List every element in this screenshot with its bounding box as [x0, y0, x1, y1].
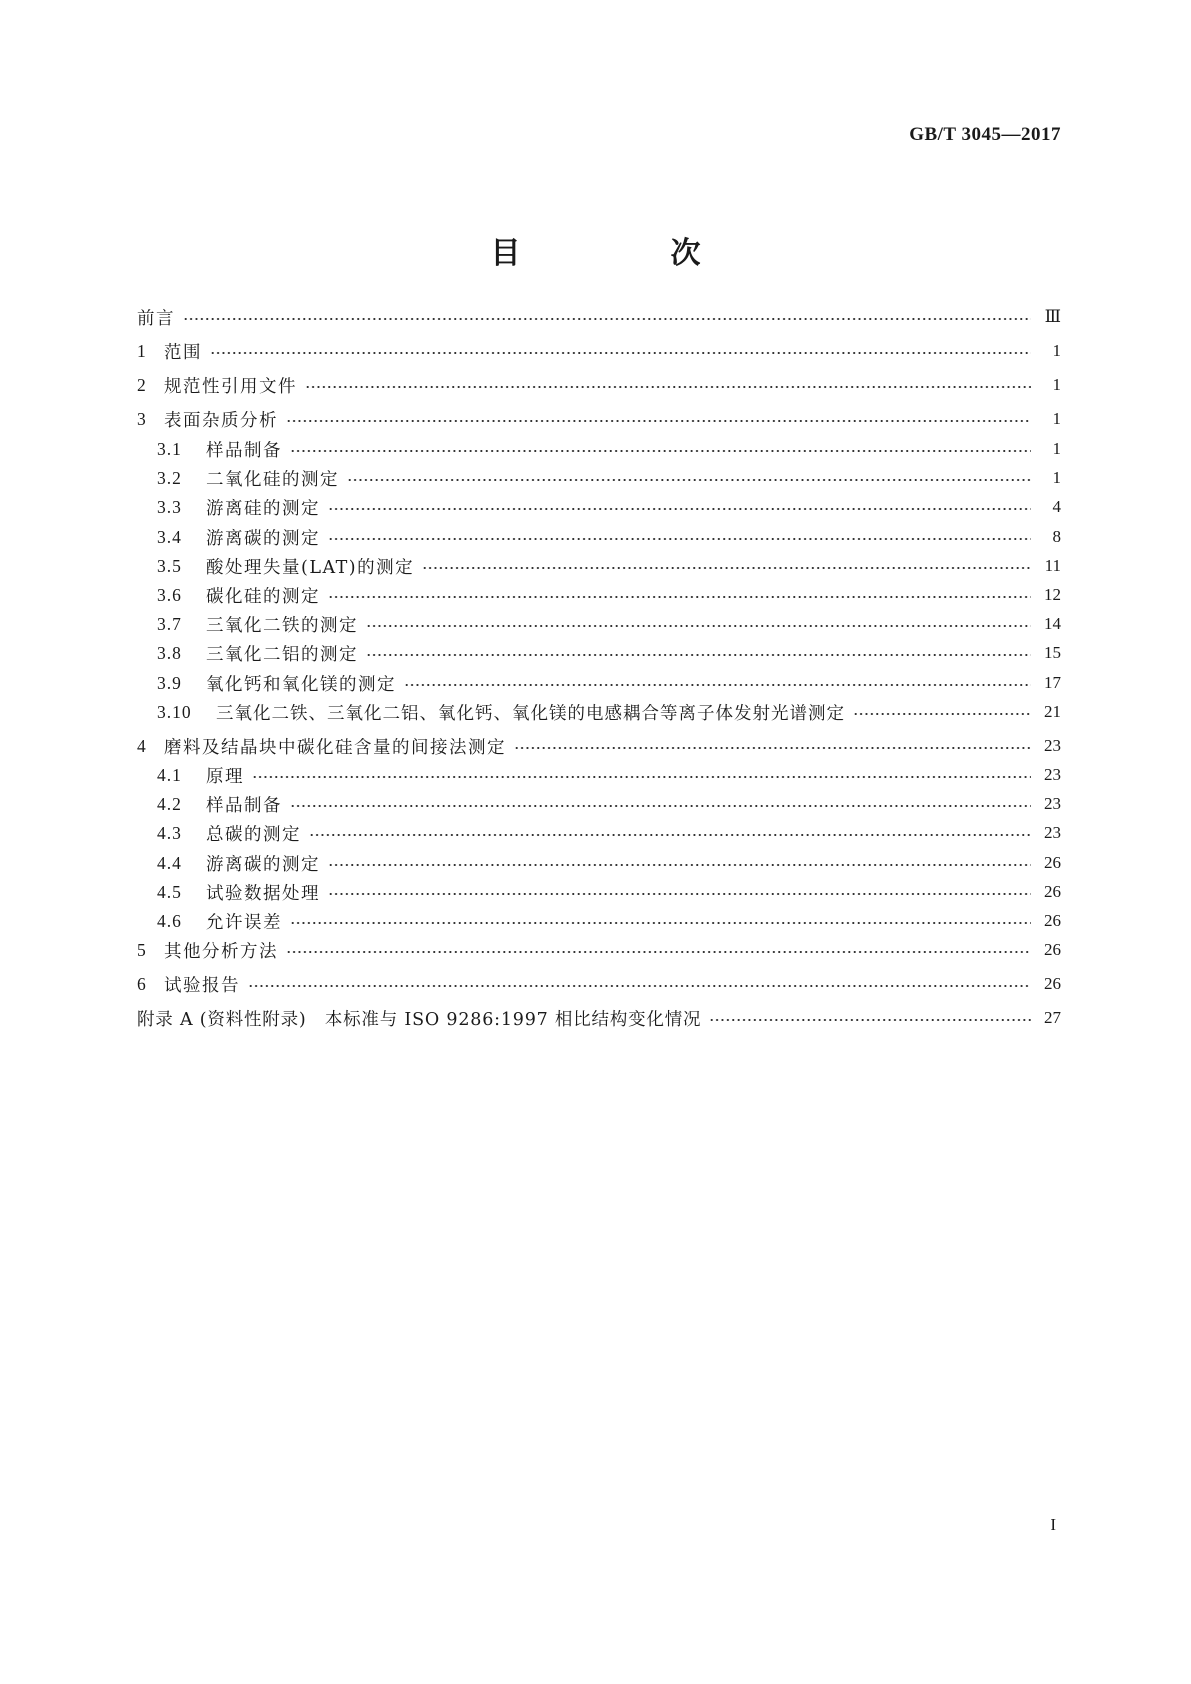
- toc-entry-number: 2: [137, 374, 147, 395]
- toc-entry-page: 26: [1044, 940, 1061, 959]
- toc-entry-3-7[interactable]: [137, 609, 1061, 639]
- toc-entry-page: 1: [1052, 439, 1061, 458]
- toc-entry-number: 4.5: [157, 881, 182, 902]
- toc-leader-dots: [210, 352, 1031, 354]
- toc-entry-4-1[interactable]: [137, 760, 1061, 790]
- toc-entry-number: 3.1: [157, 438, 182, 459]
- toc-entry-page: 26: [1044, 974, 1061, 993]
- toc-entry-text: 附录 A (资料性附录) 本标准与 ISO 9286:1997 相比结构变化情况: [137, 1009, 702, 1030]
- toc-entry-3-9[interactable]: [137, 668, 1061, 698]
- toc-entry-number: 4: [137, 735, 147, 756]
- toc-leader-dots: [252, 776, 1031, 778]
- toc-entry-number: 3.2: [157, 467, 182, 488]
- toc-entry-page: 1: [1052, 341, 1061, 360]
- toc-leader-dots: [328, 508, 1031, 510]
- toc-entry-text: 游离碳的测定: [206, 854, 320, 875]
- toc-entry-text: 前言: [137, 308, 175, 329]
- toc-entry-6[interactable]: [137, 969, 1061, 999]
- toc-entry-page: 27: [1044, 1008, 1061, 1027]
- toc-entry-5[interactable]: [137, 935, 1061, 965]
- toc-entry-text: 其他分析方法: [164, 941, 278, 962]
- toc-entry-4-6[interactable]: [137, 906, 1061, 936]
- toc-entry-number: 3.3: [157, 496, 182, 517]
- toc-entry-page: 17: [1044, 673, 1061, 692]
- toc-entry-page: 21: [1044, 702, 1061, 721]
- toc-leader-dots: [422, 567, 1031, 569]
- toc-leader-dots: [328, 596, 1031, 598]
- toc-entry-page: 23: [1044, 823, 1061, 842]
- toc-leader-dots: [404, 684, 1031, 686]
- toc-entry-3-5[interactable]: [137, 551, 1061, 581]
- toc-entry-text: 总碳的测定: [206, 824, 301, 845]
- toc-entry-3-10[interactable]: [137, 697, 1061, 727]
- toc-leader-dots: [328, 893, 1031, 895]
- toc-leader-dots: [290, 922, 1031, 924]
- toc-leader-dots: [290, 805, 1031, 807]
- toc-leader-dots: [328, 538, 1031, 540]
- toc-entry-4-2[interactable]: [137, 789, 1061, 819]
- toc-leader-dots: [286, 420, 1031, 422]
- toc-entry-3-4[interactable]: [137, 522, 1061, 552]
- toc-leader-dots: [286, 951, 1031, 953]
- toc-entry-text: 样品制备: [206, 795, 282, 816]
- toc-entry-text: 磨料及结晶块中碳化硅含量的间接法测定: [164, 737, 506, 758]
- toc-leader-dots: [183, 318, 1031, 320]
- toc-entry-text: 游离硅的测定: [206, 498, 320, 519]
- toc-entry-number: 3.6: [157, 584, 182, 605]
- standard-code: GB/T 3045—2017: [909, 124, 1061, 145]
- toc-entry-page: 1: [1052, 409, 1061, 428]
- toc-entry-page: 4: [1052, 497, 1061, 516]
- toc-entry-number: 4.2: [157, 793, 182, 814]
- toc-leader-dots: [309, 834, 1031, 836]
- toc-entry-number: 4.6: [157, 910, 182, 931]
- toc-entry-page: 14: [1044, 614, 1061, 633]
- toc-entry-text: 游离碳的测定: [206, 528, 320, 549]
- toc-entry-text: 原理: [206, 766, 244, 787]
- toc-entry-text: 范围: [164, 342, 202, 363]
- toc-entry-page: 1: [1052, 375, 1061, 394]
- toc-entry-1[interactable]: [137, 336, 1061, 366]
- toc-entry-text: 规范性引用文件: [164, 376, 297, 397]
- toc-entry-number: 3: [137, 408, 147, 429]
- page-number: I: [1050, 1515, 1056, 1534]
- toc-entry-foreword[interactable]: [137, 302, 1061, 332]
- toc-entry-4-3[interactable]: [137, 818, 1061, 848]
- toc-entry-text: 三氧化二铁、三氧化二铝、氧化钙、氧化镁的电感耦合等离子体发射光谱测定: [216, 703, 845, 724]
- toc-entry-3-6[interactable]: [137, 580, 1061, 610]
- toc-entry-page: 12: [1044, 585, 1061, 604]
- toc-entry-text: 酸处理失量(LAT)的测定: [206, 557, 415, 578]
- toc-leader-dots: [305, 386, 1031, 388]
- toc-entry-number: 3.4: [157, 526, 182, 547]
- toc-entry-number: 4.3: [157, 822, 182, 843]
- toc-entry-number: 3.5: [157, 555, 182, 576]
- toc-entry-text: 碳化硅的测定: [206, 586, 320, 607]
- toc-entry-4[interactable]: [137, 731, 1061, 761]
- toc-entry-number: 1: [137, 340, 147, 361]
- toc-leader-dots: [853, 713, 1031, 715]
- toc-entry-page: 8: [1052, 527, 1061, 546]
- toc-entry-page: Ⅲ: [1044, 307, 1061, 326]
- toc-entry-page: 26: [1044, 911, 1061, 930]
- toc-entry-annex-a[interactable]: [137, 1003, 1061, 1033]
- toc-entry-4-4[interactable]: [137, 848, 1061, 878]
- toc-entry-number: 3.9: [157, 672, 182, 693]
- toc-entry-number: 3.10: [157, 701, 192, 722]
- toc-entry-text: 三氧化二铁的测定: [206, 615, 358, 636]
- toc-leader-dots: [514, 747, 1031, 749]
- toc-entry-text: 样品制备: [206, 440, 282, 461]
- toc-entry-page: 26: [1044, 853, 1061, 872]
- toc-entry-3-8[interactable]: [137, 638, 1061, 668]
- toc-entry-text: 试验数据处理: [206, 883, 320, 904]
- toc-leader-dots: [248, 985, 1031, 987]
- toc-entry-number: 3.7: [157, 613, 182, 634]
- toc-entry-page: 26: [1044, 882, 1061, 901]
- toc-entry-number: 4.4: [157, 852, 182, 873]
- toc-leader-dots: [328, 864, 1031, 866]
- toc-entry-text: 二氧化硅的测定: [206, 469, 339, 490]
- toc-entry-3-3[interactable]: [137, 492, 1061, 522]
- toc-leader-dots: [366, 625, 1031, 627]
- toc-entry-number: 5: [137, 939, 147, 960]
- toc-leader-dots: [709, 1019, 1031, 1021]
- toc-entry-page: 23: [1044, 736, 1061, 755]
- toc-leader-dots: [366, 654, 1031, 656]
- page-title: 目 次: [490, 236, 761, 271]
- toc-entry-4-5[interactable]: [137, 877, 1061, 907]
- toc-entry-text: 氧化钙和氧化镁的测定: [206, 674, 396, 695]
- toc-entry-text: 允许误差: [206, 912, 282, 933]
- toc-entry-3[interactable]: [137, 404, 1061, 434]
- toc-leader-dots: [290, 450, 1031, 452]
- toc-entry-number: 4.1: [157, 764, 182, 785]
- toc-entry-page: 15: [1044, 643, 1061, 662]
- toc-entry-page: 1: [1052, 468, 1061, 487]
- toc-entry-text: 三氧化二铝的测定: [206, 644, 358, 665]
- toc-entry-text: 试验报告: [164, 975, 240, 996]
- toc-entry-page: 23: [1044, 765, 1061, 784]
- toc-entry-3-1[interactable]: [137, 434, 1061, 464]
- toc-entry-text: 表面杂质分析: [164, 410, 278, 431]
- toc-entry-number: 6: [137, 973, 147, 994]
- toc-entry-number: 3.8: [157, 642, 182, 663]
- toc-entry-3-2[interactable]: [137, 463, 1061, 493]
- toc-entry-2[interactable]: [137, 370, 1061, 400]
- toc-leader-dots: [347, 479, 1031, 481]
- toc-entry-page: 11: [1044, 556, 1061, 575]
- toc-entry-page: 23: [1044, 794, 1061, 813]
